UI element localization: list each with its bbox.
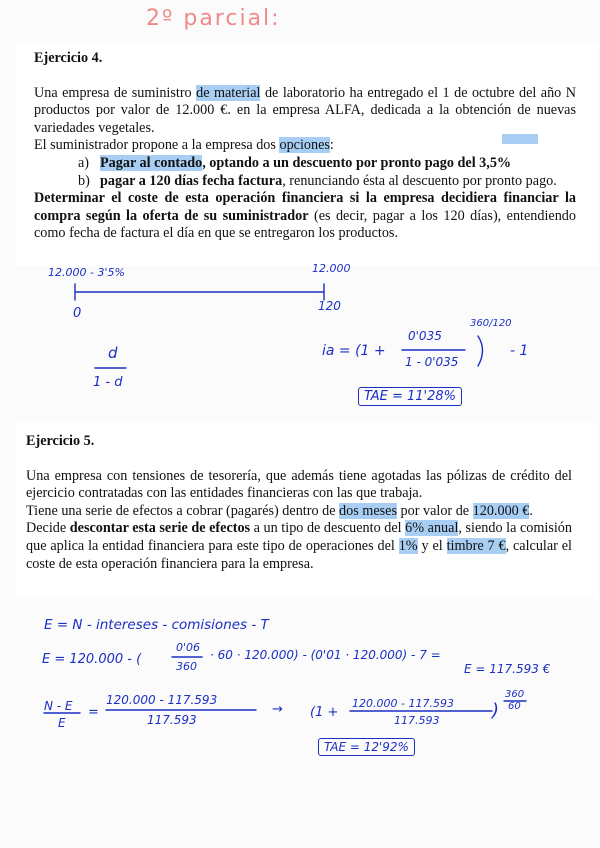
- cost-lhs-denominator: E: [58, 716, 66, 730]
- ia-tail: - 1: [510, 343, 529, 359]
- fraction-denominator: 1 - d: [93, 375, 123, 390]
- exercise-5-title: Ejercicio 5.: [26, 433, 95, 449]
- calc-line-rest: · 60 · 120.000) - (0'01 · 120.000) - 7 =: [210, 648, 441, 662]
- exercise-5-paragraph-1: Una empresa con tensiones de tesorería, que además tiene agotadas las pólizas de crédito del ejercicio contratadas con las entidades financieras con las que trabaja.: [26, 467, 572, 502]
- cost-lhs-numerator: N - E: [44, 699, 73, 713]
- tae-numerator: 120.000 - 117.593: [352, 697, 454, 710]
- ia-exponent: 360/120: [470, 318, 512, 329]
- tae-result-ex4: TAE = 11'28%: [358, 387, 462, 406]
- option-b: b) pagar a 120 días fecha factura, renunciando ésta al descuento por pronto pago.: [78, 172, 557, 189]
- calc-rate-numerator: 0'06: [176, 641, 201, 654]
- handwritten-header: 2º parcial:: [146, 6, 281, 31]
- ia-numerator: 0'035: [408, 329, 442, 343]
- exercise-4-options-intro: El suministrador propone a la empresa dos opciones:: [34, 137, 334, 154]
- timeline-start: 0: [73, 306, 82, 321]
- tae-open: (1 +: [310, 705, 339, 720]
- option-a: a) Pagar al contado, optando a un descuento por pronto pago del 3,5%: [78, 154, 512, 171]
- ia-formula-lhs: ia = (1 +: [322, 343, 386, 359]
- calc-line-start: E = 120.000 - (: [42, 652, 142, 667]
- ia-denominator: 1 - 0'035: [405, 355, 459, 369]
- tae-result-ex5: TAE = 12'92%: [318, 738, 415, 756]
- timeline-end: 120: [318, 299, 341, 313]
- exercise-4-question: Determinar el coste de esta operación financiera si la empresa decidiera financiar la compra según la oferta de su suministrador (es decir, pagar a los 120 días), entendiendo como fecha de factura el día en que se entregaron los productos.: [34, 190, 576, 242]
- fraction-numerator: d: [108, 344, 118, 362]
- tae-close: ): [492, 700, 500, 721]
- effective-formula: E = N - intereses - comisiones - T: [44, 617, 269, 633]
- tae-denominator: 117.593: [394, 714, 440, 727]
- cost-denominator: 117.593: [147, 713, 197, 727]
- calc-rate-denominator: 360: [176, 660, 197, 673]
- cost-equals: =: [88, 705, 99, 720]
- effective-result: E = 117.593 €: [464, 662, 551, 676]
- cost-numerator: 120.000 - 117.593: [106, 693, 218, 707]
- tae-exponent-denominator: 60: [508, 701, 521, 712]
- exercise-5-text: [26, 433, 572, 573]
- timeline-right-label: 12.000: [312, 262, 351, 275]
- exercise-4-intro: Una empresa de suministro de material de laboratorio ha entregado el 1 de octubre del año N productos por valor de 12.000 €. en la empresa ALFA, dedicada a la obtención de nuevas variedades vegetales.: [34, 84, 576, 136]
- tae-exponent-numerator: 360: [505, 689, 525, 700]
- exercise-5-paragraph-3: Decide descontar esta serie de efectos a un tipo de descuento del 6% anual, siendo la comisión que aplica la entidad financiera para este tipo de operaciones del 1% y el timbre 7 €, calcular el coste de esta operación financiera para la empresa.: [26, 520, 573, 572]
- ia-close-paren: [478, 336, 483, 366]
- exercise-5-paragraph-2: Tiene una serie de efectos a cobrar (pagarés) dentro de dos meses por valor de 120.000 €.: [26, 502, 533, 519]
- timeline-left-label: 12.000 - 3'5%: [48, 266, 125, 279]
- exercise-4-text: [34, 50, 576, 243]
- exercise-4-title: Ejercicio 4.: [34, 50, 103, 66]
- arrow-icon: →: [272, 702, 283, 717]
